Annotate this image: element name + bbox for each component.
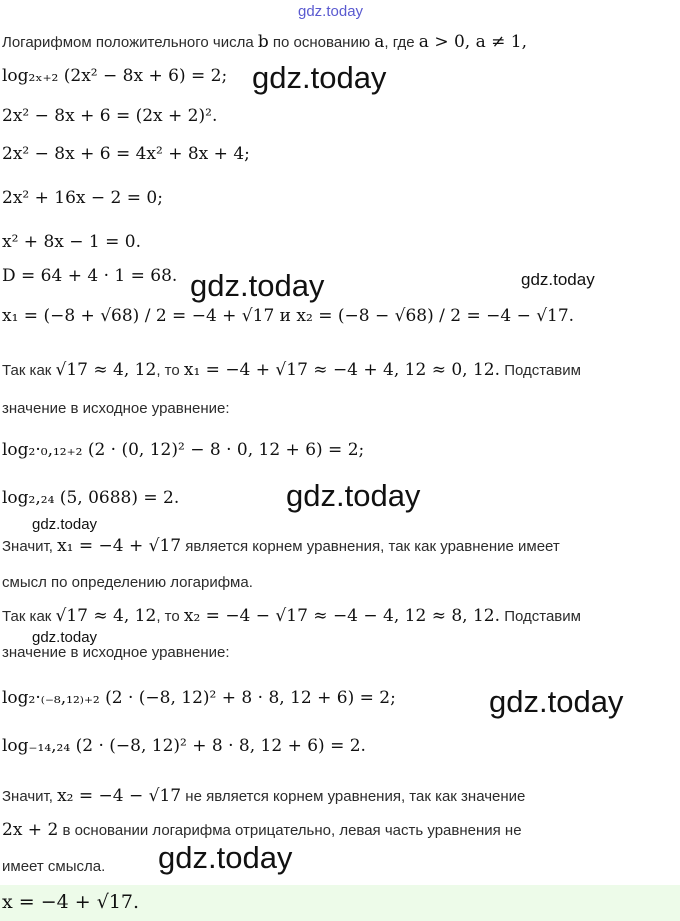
math-expression: x₁ = −4 + √17 ≈ −4 + 4, 12 ≈ 0, 12. <box>183 360 501 380</box>
math-expression: log₂·₀,₁₂₊₂ (2 · (0, 12)² − 8 · 0, 12 + 6) = 2; <box>2 440 365 460</box>
line-text: значение в исходное уравнение: <box>2 400 230 417</box>
solution-line <box>2 440 364 460</box>
math-expression: log₂,₂₄ (5, 0688) = 2. <box>2 488 180 508</box>
math-expression: √17 ≈ 4, 12 <box>55 606 157 626</box>
line-text: Значит, <box>2 538 58 555</box>
solution-line <box>2 488 179 508</box>
watermark: gdz.today <box>158 840 293 875</box>
solution-line <box>2 786 525 806</box>
solution-line <box>2 400 230 417</box>
math-expression: 2x + 2 <box>2 820 59 840</box>
line-text: Подставим <box>500 362 581 379</box>
solution-line <box>2 644 230 661</box>
solution-line <box>2 232 141 252</box>
solution-line <box>2 820 522 840</box>
math-expression: D = 64 + 4 · 1 = 68. <box>2 266 178 286</box>
line-text: Так как <box>2 362 56 379</box>
math-expression: 2x² − 8x + 6 = (2x + 2)². <box>2 106 218 126</box>
math-expression: b <box>257 32 269 52</box>
watermark-top: gdz.today <box>298 3 364 20</box>
answer-formula: x = −4 + √17. <box>2 891 140 913</box>
solution-line <box>2 736 366 756</box>
solution-line <box>2 536 560 556</box>
watermark: gdz.today <box>32 516 98 533</box>
line-text: смысл по определению логарифма. <box>2 574 253 591</box>
line-text: имеет смысла. <box>2 858 106 875</box>
line-text: , то <box>156 362 184 379</box>
math-expression: x₂ = −4 − √17 <box>57 786 182 806</box>
line-text: в основании логарифма отрицательно, левая часть уравнения не <box>58 822 522 839</box>
solution-line <box>2 688 396 708</box>
solution-line <box>2 144 250 164</box>
line-text: , то <box>156 608 184 625</box>
math-expression: x₁ = −4 + √17 <box>57 536 182 556</box>
answer-box <box>0 885 680 921</box>
watermark: gdz.today <box>190 268 325 303</box>
math-expression: 2x² − 8x + 6 = 4x² + 8x + 4; <box>2 144 250 164</box>
math-expression: x² + 8x − 1 = 0. <box>2 232 141 252</box>
solution-line <box>2 858 105 875</box>
watermark: gdz.today <box>252 60 387 95</box>
math-expression: log₂·₍₋₈,₁₂₎₊₂ (2 · (−8, 12)² + 8 · 8, 12 + 6) = 2; <box>2 688 396 708</box>
solution-line <box>2 266 177 286</box>
math-expression: x₁ = (−8 + √68) / 2 = −4 + √17 и x₂ = (−8 − √68) / 2 = −4 − √17. <box>2 306 575 326</box>
math-expression: x₂ = −4 − √17 ≈ −4 − 4, 12 ≈ 8, 12. <box>183 606 501 626</box>
line-text: является корнем уравнения, так как уравнение имеет <box>181 538 560 555</box>
math-expression: log₋₁₄,₂₄ (2 · (−8, 12)² + 8 · 8, 12 + 6) = 2. <box>2 736 366 756</box>
line-text: не является корнем уравнения, так как значение <box>181 788 526 805</box>
solution-line <box>2 606 581 626</box>
math-expression: √17 ≈ 4, 12 <box>55 360 157 380</box>
solution-line <box>2 32 527 52</box>
line-text: Так как <box>2 608 56 625</box>
solution-line <box>2 66 227 86</box>
solution-line <box>2 360 581 380</box>
math-expression: log₂ₓ₊₂ (2x² − 8x + 6) = 2; <box>2 66 228 86</box>
solution-line <box>2 574 253 591</box>
math-expression: a > 0, a ≠ 1, <box>418 32 528 52</box>
line-text: , где <box>384 34 419 51</box>
watermark: gdz.today <box>489 684 624 719</box>
solution-line <box>2 106 217 126</box>
line-text: по основанию <box>268 34 375 51</box>
line-text: Подставим <box>500 608 581 625</box>
watermark: gdz.today <box>32 629 98 646</box>
line-text: Логарифмом положительного числа <box>2 34 258 51</box>
solution-line <box>2 188 163 208</box>
math-expression: a <box>374 32 385 52</box>
solution-line <box>2 306 574 326</box>
watermark: gdz.today <box>286 478 421 513</box>
watermark: gdz.today <box>521 270 595 289</box>
line-text: значение в исходное уравнение: <box>2 644 230 661</box>
math-expression: 2x² + 16x − 2 = 0; <box>2 188 163 208</box>
line-text: Значит, <box>2 788 58 805</box>
